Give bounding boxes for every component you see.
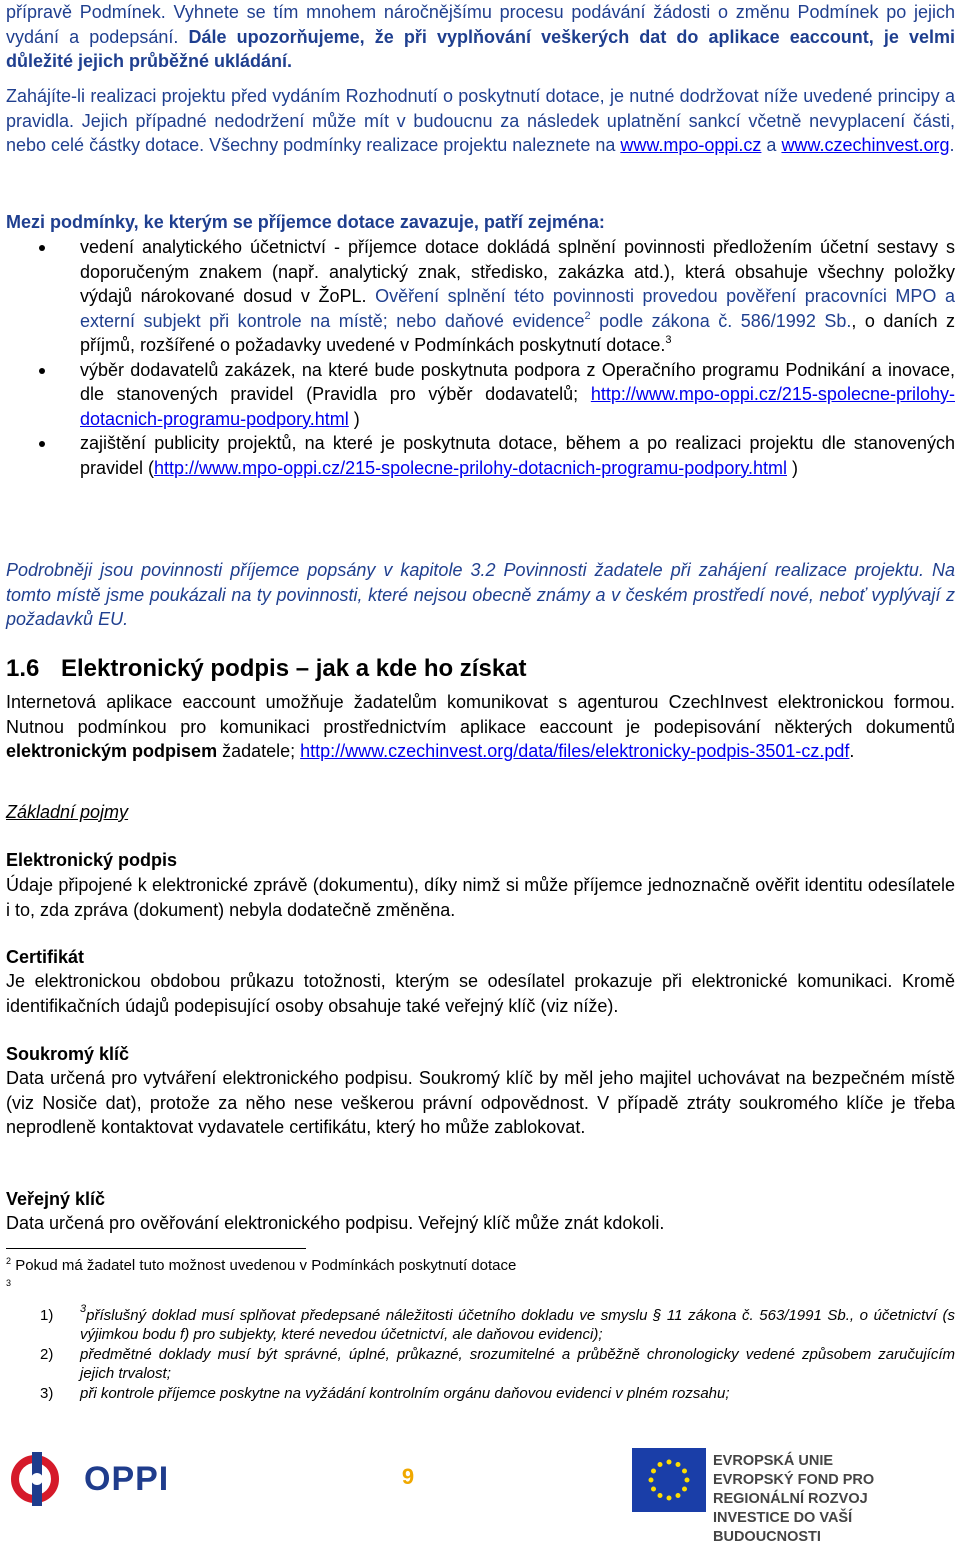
esignature-paragraph: [6, 690, 955, 764]
footnote-item-number: 3): [40, 1385, 54, 1402]
item1-blue-text: Ověření splnění této povinnosti provedou pověření pracovníci MPO a externí subjekt při kontrole na místě; nebo daňové evidence: [80, 286, 955, 331]
footnote-item-number: 1): [40, 1307, 54, 1324]
bullet-icon: [39, 245, 45, 251]
period: .: [949, 135, 955, 155]
section-number: 1.6: [6, 655, 40, 682]
realization-paragraph: [6, 84, 955, 158]
oppi-emblem-icon: [8, 1452, 78, 1506]
item1-end: , o daních z příjmů, rozšířené o požadavky uvedené v Podmínkách poskytnutí dotace.: [80, 310, 955, 355]
link-publicity-rules[interactable]: http://www.mpo-oppi.cz/215-spolecne-prilohy-dotacnich-programu-podpory.html: [154, 457, 787, 478]
section-title: Elektronický podpis – jak a kde ho získat: [61, 655, 527, 682]
realization-continued: Jejich případné nedodržení může mít v budoucnu za následek uplatnění sankcí včetně nevyplacení části, nebo celé částky dotace. Všechny podmínky realizace projektu naleznete na: [6, 110, 955, 155]
footnote-text: Pokud má žadatel tuto možnost uvedenou v Podmínkách poskytnutí dotace: [15, 1257, 517, 1274]
oppi-logo-text: OPPI: [84, 1460, 170, 1498]
footnote-item-number: 2): [40, 1346, 54, 1363]
term-esignature: Elektronický podpis: [6, 850, 178, 870]
footnote-number: 3: [6, 1278, 12, 1288]
footnote-2: [6, 1256, 516, 1275]
period: .: [849, 741, 855, 761]
details-paragraph: [6, 558, 955, 632]
details-continued: Na tomto místě jsme poukázali na ty povinnosti, které nejsou obecně známy a v českém prostředí nové, neboť vyplývají z požadavků EU.: [6, 560, 955, 629]
definition-private-key: Data určená pro vytváření elektronického podpisu. Soukromý klíč by měl jeho majitel uchovávat na bezpečném místě (viz Nosiče dat), protože za něho nese veškerou právní odpovědnost. V případě ztráty soukromého klíče je třeba neprodleně kontaktovat vydavatele certifikátu, který ho může zablokovat.: [6, 1068, 955, 1137]
item1-text: vedení analytického účetnictví - příjemce dotace dokládá splnění povinnosti předložením účetní sestavy s doporučeným znakem (např. analytický znak, středisko, zakázka atd.), která obsahuje všechny položky výdajů nárokované dosud v ŽoPL.: [80, 237, 955, 306]
conditions-list: [6, 235, 955, 480]
esignature-text: Internetová aplikace eaccount umožňuje žadatelům komunikovat s agenturou CzechInvest elektronickou formou. Nutnou podmínkou pro komunikaci prostřednictvím aplikace eaccount je podepisování některých dokumentů: [6, 692, 955, 737]
section-heading: [6, 655, 527, 683]
footnote-ref-3: 3: [665, 334, 672, 346]
oppi-logo: [8, 1452, 168, 1506]
footnote-number: 2: [6, 1256, 12, 1266]
footnote-divider: [6, 1248, 306, 1249]
footnote-item-sup: 3: [80, 1303, 87, 1315]
page-number: 9: [401, 1464, 415, 1489]
footnote-3: [6, 1278, 11, 1297]
eu-caption: [713, 1452, 960, 1547]
definition-certificate: Je elektronickou obdobou průkazu totožnosti, kterým se odesílatel prokazuje při elektronické komunikaci. Kromě identifikačních údajů podepisující osoby obsahuje také veřejný klíč (viz níže).: [6, 971, 955, 1016]
item2-text: výběr dodavatelů zakázek, na které bude poskytnuta podpora z Operačního programu Podnikání a inovace, dle stanovených pravidel (Pravidla pro výběr dodavatelů;: [80, 359, 955, 404]
footnote-list-item: [40, 1384, 955, 1403]
link-suppliers-rules[interactable]: http://www.mpo-oppi.cz/215-spolecne-prilohy-dotacnich-programu-podpory.html: [80, 384, 955, 429]
footnote-item-text: předmětné doklady musí být správné, úplné, průkazné, srozumitelné a průběžně chronologicky vedené způsobem zaručujícím jejich trvalost;: [80, 1346, 955, 1382]
intro-paragraph: [6, 0, 955, 74]
eu-line-2: EVROPSKÝ FOND PRO REGIONÁLNÍ ROZVOJ: [713, 1472, 875, 1507]
basics-heading: Základní pojmy: [6, 802, 129, 822]
footnote-list-item: [40, 1345, 955, 1383]
definition-public-key: Data určená pro ověřování elektronického podpisu. Veřejný klíč může znát kdokoli.: [6, 1213, 665, 1233]
conditions-heading: Mezi podmínky, ke kterým se příjemce dotace zavazuje, patří zejména:: [6, 212, 605, 232]
intro-text: přípravě Podmínek. Vyhnete se tím mnohem náročnějšímu procesu podávání žádosti o změnu Podmínek po jejich vydání a podepsání.: [6, 2, 955, 47]
item2-end: ): [348, 408, 360, 429]
list-item: [6, 431, 955, 480]
intro-bold-text: Dále upozorňujeme, že při vyplňování veškerých dat do aplikace eaccount, je velmi důležité jejich průběžné ukládání.: [6, 26, 955, 71]
list-item: [6, 235, 955, 358]
esignature-bold: elektronickým podpisem: [6, 741, 218, 761]
details-text: Podrobněji jsou povinnosti příjemce popsány v kapitole 3.2 Povinnosti žadatele při zahájení realizace projektu.: [6, 560, 924, 580]
eu-line-3: INVESTICE DO VAŠÍ BUDOUCNOSTI: [713, 1510, 853, 1545]
item1-law: podle zákona č. 586/1992 Sb.: [590, 310, 852, 331]
list-item: [6, 358, 955, 432]
term-private-key: Soukromý klíč: [6, 1044, 130, 1064]
conjunction: a: [761, 135, 782, 155]
item3-text: zajištění publicity projektů, na které je poskytnuta dotace, během a po realizaci projektu dle stanovených pravidel (: [80, 433, 955, 478]
esignature-text-2: žadatele;: [217, 741, 301, 761]
definition-esignature: Údaje připojené k elektronické zprávě (dokumentu), díky nimž si může příjemce jednoznačně ověřit identitu odesílatele i to, zda zpráva (dokument) nebyla dodatečně změněna.: [6, 875, 955, 920]
link-mpo-oppi[interactable]: www.mpo-oppi.cz: [620, 135, 762, 155]
footnote-ref-2: 2: [584, 309, 591, 322]
footnote-item-text: při kontrole příjemce poskytne na vyžádání kontrolním orgánu daňovou evidenci v plném rozsahu;: [80, 1385, 730, 1402]
eu-line-1: EVROPSKÁ UNIE: [713, 1453, 834, 1469]
footnote-list-item: [40, 1303, 955, 1344]
term-certificate: Certifikát: [6, 947, 85, 967]
bullet-icon: [39, 441, 45, 447]
item3-end: ): [787, 457, 798, 478]
realization-text: Zahájíte-li realizaci projektu před vydáním Rozhodnutí o poskytnutí dotace, je nutné dodržovat níže uvedené principy a pravidla.: [6, 86, 955, 131]
link-esignature-pdf[interactable]: http://www.czechinvest.org/data/files/elektronicky-podpis-3501-cz.pdf: [300, 741, 850, 761]
bullet-icon: [39, 368, 45, 374]
link-czechinvest[interactable]: www.czechinvest.org: [781, 135, 950, 155]
eu-flag-icon: [632, 1448, 706, 1512]
term-public-key: Veřejný klíč: [6, 1189, 106, 1209]
footnote-item-text: příslušný doklad musí splňovat předepsané náležitosti účetního dokladu ve smyslu § 11 zákona č. 563/1991 Sb., o účetnictví (s výjimkou bodu f) pro subjekty, které nevedou účetnictví, ale daňovou evidenci);: [80, 1307, 955, 1343]
